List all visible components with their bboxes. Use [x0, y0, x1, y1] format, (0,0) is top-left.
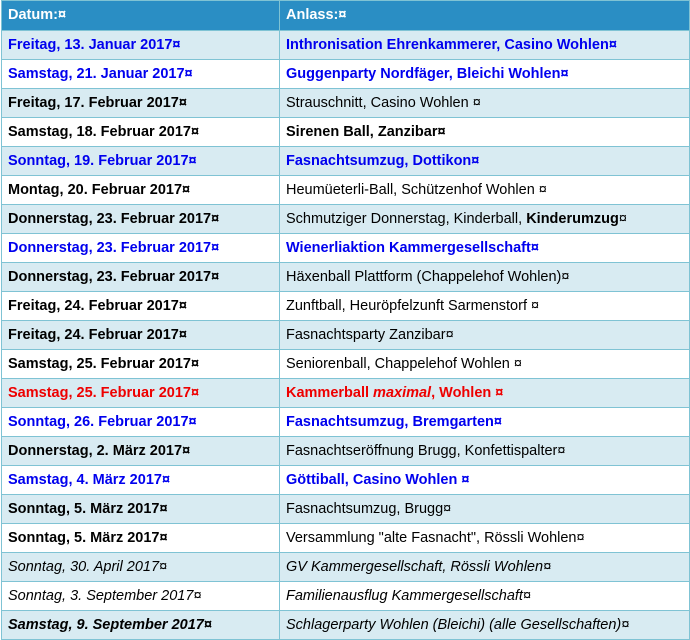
- row-event: Sirenen Ball, Zanzibar¤: [280, 118, 690, 147]
- row-event: Familienausflug Kammergesellschaft¤: [280, 582, 690, 611]
- table-row: [2, 147, 690, 176]
- row-event: Fasnachtsparty Zanzibar¤: [280, 321, 690, 350]
- row-event: Heumüeterli-Ball, Schützenhof Wohlen ¤: [280, 176, 690, 205]
- table-row: [2, 408, 690, 437]
- table-row: [2, 495, 690, 524]
- row-date: Sonntag, 5. März 2017¤: [2, 524, 280, 553]
- table-row: [2, 553, 690, 582]
- table-row: [2, 582, 690, 611]
- table-row: [2, 89, 690, 118]
- row-event: Fasnachtsumzug, Bremgarten¤: [280, 408, 690, 437]
- row-event: [280, 379, 690, 408]
- table-row: [2, 321, 690, 350]
- header-event: Anlass:¤: [280, 1, 690, 31]
- table-row: [2, 379, 690, 408]
- row-date: Sonntag, 30. April 2017¤: [2, 553, 280, 582]
- row-date: Donnerstag, 2. März 2017¤: [2, 437, 280, 466]
- row-date: Freitag, 24. Februar 2017¤: [2, 292, 280, 321]
- row-date: Samstag, 21. Januar 2017¤: [2, 60, 280, 89]
- row-event-emphasis: maximal: [373, 384, 432, 401]
- row-date: Montag, 20. Februar 2017¤: [2, 176, 280, 205]
- table-row: [2, 205, 690, 234]
- row-date: Sonntag, 3. September 2017¤: [2, 582, 280, 611]
- table-row: [2, 437, 690, 466]
- table-row: [2, 176, 690, 205]
- row-date: Samstag, 25. Februar 2017¤: [2, 350, 280, 379]
- row-event-part: Kammerball: [286, 384, 374, 401]
- row-event: Zunftball, Heuröpfelzunft Sarmenstorf ¤: [280, 292, 690, 321]
- table-header-row: [2, 1, 690, 31]
- row-event: Inthronisation Ehrenkammerer, Casino Wohlen¤: [280, 31, 690, 60]
- row-event: Schlagerparty Wohlen (Bleichi) (alle Gesellschaften)¤: [280, 611, 690, 640]
- row-date: Samstag, 25. Februar 2017¤: [2, 379, 280, 408]
- table-row: [2, 350, 690, 379]
- row-event: GV Kammergesellschaft, Rössli Wohlen¤: [280, 553, 690, 582]
- table-row: [2, 466, 690, 495]
- table-row: [2, 60, 690, 89]
- row-date: Freitag, 17. Februar 2017¤: [2, 89, 280, 118]
- row-date: Donnerstag, 23. Februar 2017¤: [2, 263, 280, 292]
- row-event: Wienerliaktion Kammergesellschaft¤: [280, 234, 690, 263]
- row-event: Göttiball, Casino Wohlen ¤: [280, 466, 690, 495]
- row-date: Samstag, 4. März 2017¤: [2, 466, 280, 495]
- header-date: Datum:¤: [2, 1, 280, 31]
- row-date: Freitag, 24. Februar 2017¤: [2, 321, 280, 350]
- table-row: [2, 118, 690, 147]
- row-event-part: , Wohlen ¤: [431, 384, 504, 401]
- row-date: Donnerstag, 23. Februar 2017¤: [2, 234, 280, 263]
- row-event: Fasnachtseröffnung Brugg, Konfettispalter¤: [280, 437, 690, 466]
- row-date: Freitag, 13. Januar 2017¤: [2, 31, 280, 60]
- row-date: Samstag, 9. September 2017¤: [2, 611, 280, 640]
- table-row: [2, 524, 690, 553]
- table-row: [2, 234, 690, 263]
- row-date: Donnerstag, 23. Februar 2017¤: [2, 205, 280, 234]
- row-event-part: ¤: [618, 210, 627, 227]
- row-event: [280, 205, 690, 234]
- events-table: [1, 0, 690, 640]
- row-event-part: Schmutziger Donnerstag, Kinderball,: [286, 210, 527, 227]
- row-date: Sonntag, 26. Februar 2017¤: [2, 408, 280, 437]
- table-row: [2, 292, 690, 321]
- row-event: Häxenball Plattform (Chappelehof Wohlen)¤: [280, 263, 690, 292]
- table-row: [2, 31, 690, 60]
- row-event: Fasnachtsumzug, Dottikon¤: [280, 147, 690, 176]
- row-date: Sonntag, 19. Februar 2017¤: [2, 147, 280, 176]
- row-event-emphasis: Kinderumzug: [526, 210, 619, 227]
- row-date: Samstag, 18. Februar 2017¤: [2, 118, 280, 147]
- row-event: Versammlung "alte Fasnacht", Rössli Wohlen¤: [280, 524, 690, 553]
- row-event: Seniorenball, Chappelehof Wohlen ¤: [280, 350, 690, 379]
- table-row: [2, 611, 690, 640]
- table-row: [2, 263, 690, 292]
- row-event: Strauschnitt, Casino Wohlen ¤: [280, 89, 690, 118]
- row-event: Guggenparty Nordfäger, Bleichi Wohlen¤: [280, 60, 690, 89]
- row-event: Fasnachtsumzug, Brugg¤: [280, 495, 690, 524]
- row-date: Sonntag, 5. März 2017¤: [2, 495, 280, 524]
